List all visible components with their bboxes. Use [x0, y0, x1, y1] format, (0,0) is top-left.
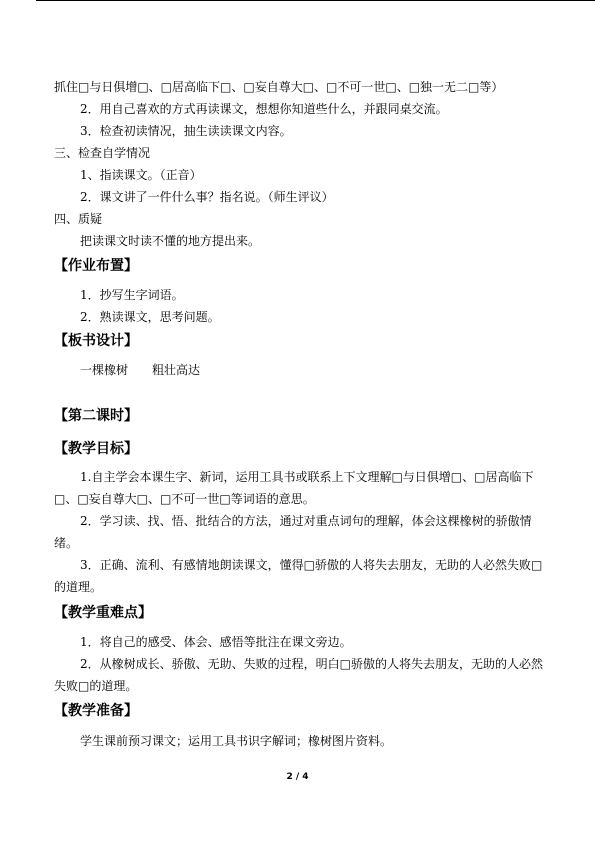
text-line: 把读课文时读不懂的地方提出来。 [80, 234, 261, 248]
text-line: 抓住□与日俱增□、□居高临下□、□妄自尊大□、□不可一世□、□独一无二□等） [54, 80, 504, 94]
text-line: 2．熟读课文，思考问题。 [80, 310, 220, 324]
heading-goals: 【教学目标】 [54, 441, 138, 457]
page-number: 2 / 4 [286, 772, 309, 782]
text-line: 2．课文讲了一件什么事？指名说。（师生评议） [80, 190, 334, 204]
heading-preparation: 【教学准备】 [54, 703, 138, 719]
section-heading: 四、质疑 [54, 212, 103, 226]
section-heading: 三、检查自学情况 [54, 146, 151, 160]
text-line: 一棵橡树 粗壮高达 [80, 363, 201, 377]
text-line: 1．抄写生字词语。 [80, 288, 184, 302]
heading-homework: 【作业布置】 [54, 258, 138, 274]
heading-second-lesson: 【第二课时】 [54, 408, 138, 424]
text-line: 1．将自己的感受、体会、感悟等批注在课文旁边。 [80, 635, 352, 649]
text-line: 学生课前预习课文；运用工具书识字解词；橡树图片资料。 [80, 734, 393, 748]
heading-key-points: 【教学重难点】 [54, 605, 152, 621]
text-line: 1、指读课文。（正音） [80, 168, 202, 182]
text-line: 2．用自己喜欢的方式再读课文，想想你知道些什么，并跟同桌交流。 [80, 102, 448, 116]
top-rule [36, 0, 595, 1]
paragraph: 2．学习读、找、悟、批结合的方法，通过对重点词句的理解，体会这棵橡树的骄傲情绪。 [54, 514, 532, 550]
text-line: 3．检查初读情况，抽生读读课文内容。 [80, 124, 292, 138]
paragraph: 1.自主学会本课生字、新词，运用工具书或联系上下文理解□与日俱增□、□居高临下□、□妄自尊大□、□不可一世□等词语的意思。 [54, 470, 534, 506]
paragraph: 2．从橡树成长、骄傲、无助、失败的过程，明白□骄傲的人将失去朋友，无助的人必然失败□的道理。 [54, 657, 543, 693]
heading-board-design: 【板书设计】 [54, 333, 138, 349]
paragraph: 3．正确、流利、有感情地朗读课文，懂得□骄傲的人将失去朋友，无助的人必然失败□的道理。 [54, 558, 543, 594]
